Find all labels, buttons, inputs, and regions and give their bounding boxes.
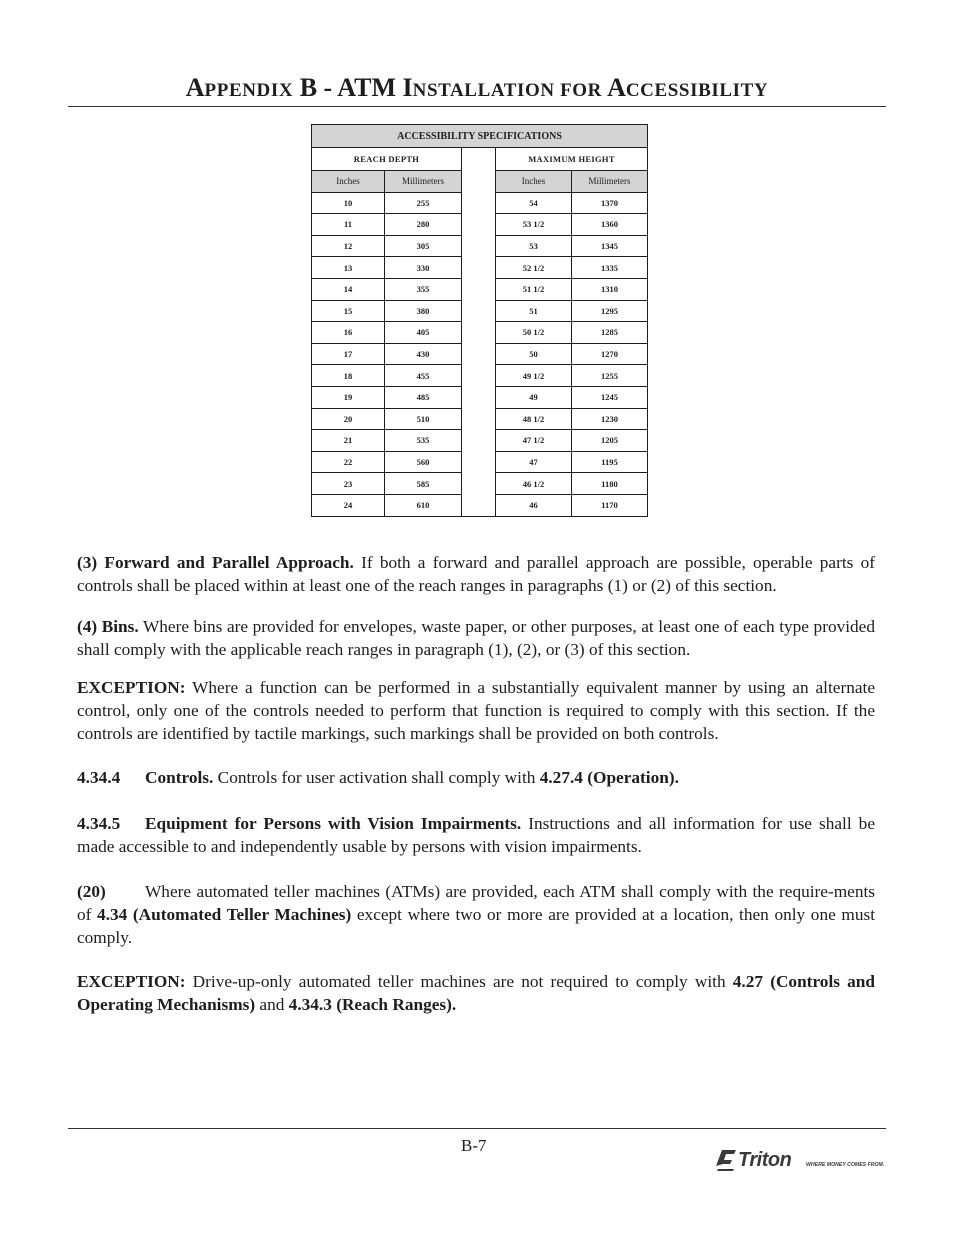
reach-inches-cell: 24 [312, 494, 385, 516]
height-inches-cell: 52 1/2 [496, 257, 572, 279]
reach-inches-cell: 15 [312, 300, 385, 322]
height-mm-cell: 1195 [572, 451, 648, 473]
paragraph-label: (3) Forward and Parallel Approach. [77, 553, 354, 572]
reach-inches-cell: 18 [312, 365, 385, 387]
reach-inches-cell: 13 [312, 257, 385, 279]
paragraph-text: except where two or more are provided at a location, then only one must comply. [77, 905, 876, 947]
height-inches-cell: 46 1/2 [496, 473, 572, 495]
section-reference: 4.34 (Automated Teller Machines) [97, 905, 352, 924]
table-gap [462, 148, 496, 517]
height-mm-cell: 1310 [572, 278, 648, 300]
reach-mm-cell: 455 [385, 365, 462, 387]
reach-mm-cell: 280 [385, 214, 462, 236]
reach-inches-cell: 22 [312, 451, 385, 473]
title-part: PPENDIX [204, 80, 294, 101]
reach-mm-cell: 535 [385, 430, 462, 452]
paragraph-exception-2 [77, 970, 875, 1016]
paragraph-label: (4) Bins. [77, 617, 139, 636]
reach-inches-cell: 10 [312, 192, 385, 214]
height-inches-cell: 47 [496, 451, 572, 473]
title-part: I [402, 73, 413, 102]
column-header-inches: Inches [496, 171, 572, 193]
section-number: 4.34.4 [77, 768, 121, 787]
paragraph-controls [77, 766, 875, 789]
reach-mm-cell: 485 [385, 386, 462, 408]
reach-mm-cell: 330 [385, 257, 462, 279]
height-mm-cell: 1180 [572, 473, 648, 495]
reach-mm-cell: 255 [385, 192, 462, 214]
reach-inches-cell: 20 [312, 408, 385, 430]
height-mm-cell: 1345 [572, 235, 648, 257]
page-number: B-7 [461, 1136, 487, 1155]
header-rule [68, 106, 886, 107]
height-mm-cell: 1360 [572, 214, 648, 236]
title-part: NSTALLATION FOR [412, 80, 602, 101]
height-inches-cell: 48 1/2 [496, 408, 572, 430]
reach-mm-cell: 585 [385, 473, 462, 495]
group-header-maximum-height: MAXIMUM HEIGHT [496, 148, 648, 171]
height-mm-cell: 1255 [572, 365, 648, 387]
height-inches-cell: 46 [496, 494, 572, 516]
height-inches-cell: 47 1/2 [496, 430, 572, 452]
height-inches-cell: 50 [496, 343, 572, 365]
height-mm-cell: 1230 [572, 408, 648, 430]
height-mm-cell: 1270 [572, 343, 648, 365]
paragraph-text: Where bins are provided for envelopes, waste paper, or other purposes, at least one of each type provided shall comply with the applicable reach ranges in paragraph (1), (2), or (3) of this section. [77, 617, 875, 659]
title-part: A [185, 73, 205, 102]
paragraph-label: EXCEPTION: [77, 678, 186, 697]
footer-rule [68, 1128, 886, 1129]
section-number: 4.34.5 [77, 814, 121, 833]
height-mm-cell: 1335 [572, 257, 648, 279]
paragraph-text: Where automated teller machines (ATMs) are provided, each ATM shall comply with the require-ments of [77, 882, 875, 924]
reach-inches-cell: 14 [312, 278, 385, 300]
column-header-inches: Inches [312, 171, 385, 193]
reach-mm-cell: 610 [385, 494, 462, 516]
paragraph-text: Instructions and all information for use shall be made accessible to and independently usable by persons with vision impairments. [77, 814, 875, 856]
table-title: ACCESSIBILITY SPECIFICATIONS [312, 125, 648, 148]
height-mm-cell: 1170 [572, 494, 648, 516]
reach-mm-cell: 560 [385, 451, 462, 473]
paragraph-label: EXCEPTION: [77, 972, 186, 991]
paragraph-atm-requirement [77, 880, 875, 949]
height-mm-cell: 1205 [572, 430, 648, 452]
reach-inches-cell: 23 [312, 473, 385, 495]
reach-mm-cell: 380 [385, 300, 462, 322]
column-header-millimeters: Millimeters [572, 171, 648, 193]
title-part: A [607, 73, 626, 102]
paragraph-label: Controls. [145, 768, 214, 787]
paragraph-bins [77, 615, 875, 661]
paragraph-label: Equipment for Persons with Vision Impairments. [145, 814, 522, 833]
reach-mm-cell: 430 [385, 343, 462, 365]
reach-inches-cell: 17 [312, 343, 385, 365]
section-number: (20) [77, 882, 106, 901]
paragraph-exception-1 [77, 676, 875, 745]
reach-inches-cell: 11 [312, 214, 385, 236]
reach-mm-cell: 355 [385, 278, 462, 300]
reach-mm-cell: 510 [385, 408, 462, 430]
reach-mm-cell: 405 [385, 322, 462, 344]
height-mm-cell: 1370 [572, 192, 648, 214]
height-mm-cell: 1245 [572, 386, 648, 408]
svg-text:Triton: Triton [738, 1149, 792, 1171]
reach-inches-cell: 16 [312, 322, 385, 344]
title-part: CCESSIBILITY [625, 80, 769, 101]
reach-inches-cell: 19 [312, 386, 385, 408]
height-inches-cell: 50 1/2 [496, 322, 572, 344]
triton-swoosh-icon [716, 1150, 736, 1171]
height-inches-cell: 53 [496, 235, 572, 257]
title-part: B - ATM [299, 73, 396, 102]
column-header-millimeters: Millimeters [385, 171, 462, 193]
height-inches-cell: 53 1/2 [496, 214, 572, 236]
svg-text:WHERE MONEY COMES FROM.: WHERE MONEY COMES FROM. [806, 1162, 885, 1168]
section-reference: 4.27 (Controls and Operating Mechanisms) [77, 972, 876, 1014]
height-mm-cell: 1295 [572, 300, 648, 322]
paragraph-text: Drive-up-only automated teller machines are not required to comply with [185, 972, 733, 991]
height-inches-cell: 49 [496, 386, 572, 408]
triton-logo [714, 1144, 886, 1174]
section-reference: 4.27.4 (Operation). [539, 768, 679, 787]
reach-mm-cell: 305 [385, 235, 462, 257]
paragraph-text: Controls for user activation shall comply with [213, 768, 540, 787]
section-reference: 4.34.3 (Reach Ranges). [288, 995, 457, 1014]
paragraph-text: and [255, 995, 289, 1014]
group-header-reach-depth: REACH DEPTH [312, 148, 462, 171]
paragraph-text: Where a function can be performed in a substantially equivalent manner by using an alternate control, only one of the controls needed to perform that function is required to comply with this section. If the controls are identified by tactile markings, such markings shall be provided on both controls. [77, 678, 875, 743]
height-mm-cell: 1285 [572, 322, 648, 344]
height-inches-cell: 49 1/2 [496, 365, 572, 387]
accessibility-spec-table [311, 124, 648, 517]
paragraph-vision-impairments [77, 812, 875, 858]
page-title [68, 72, 886, 107]
paragraph-forward-parallel-approach [77, 551, 875, 597]
paragraph-text: If both a forward and parallel approach are possible, operable parts of controls shall be placed within at least one of the reach ranges in paragraphs (1) or (2) of this section. [77, 553, 875, 595]
height-inches-cell: 51 [496, 300, 572, 322]
reach-inches-cell: 21 [312, 430, 385, 452]
reach-inches-cell: 12 [312, 235, 385, 257]
height-inches-cell: 51 1/2 [496, 278, 572, 300]
height-inches-cell: 54 [496, 192, 572, 214]
